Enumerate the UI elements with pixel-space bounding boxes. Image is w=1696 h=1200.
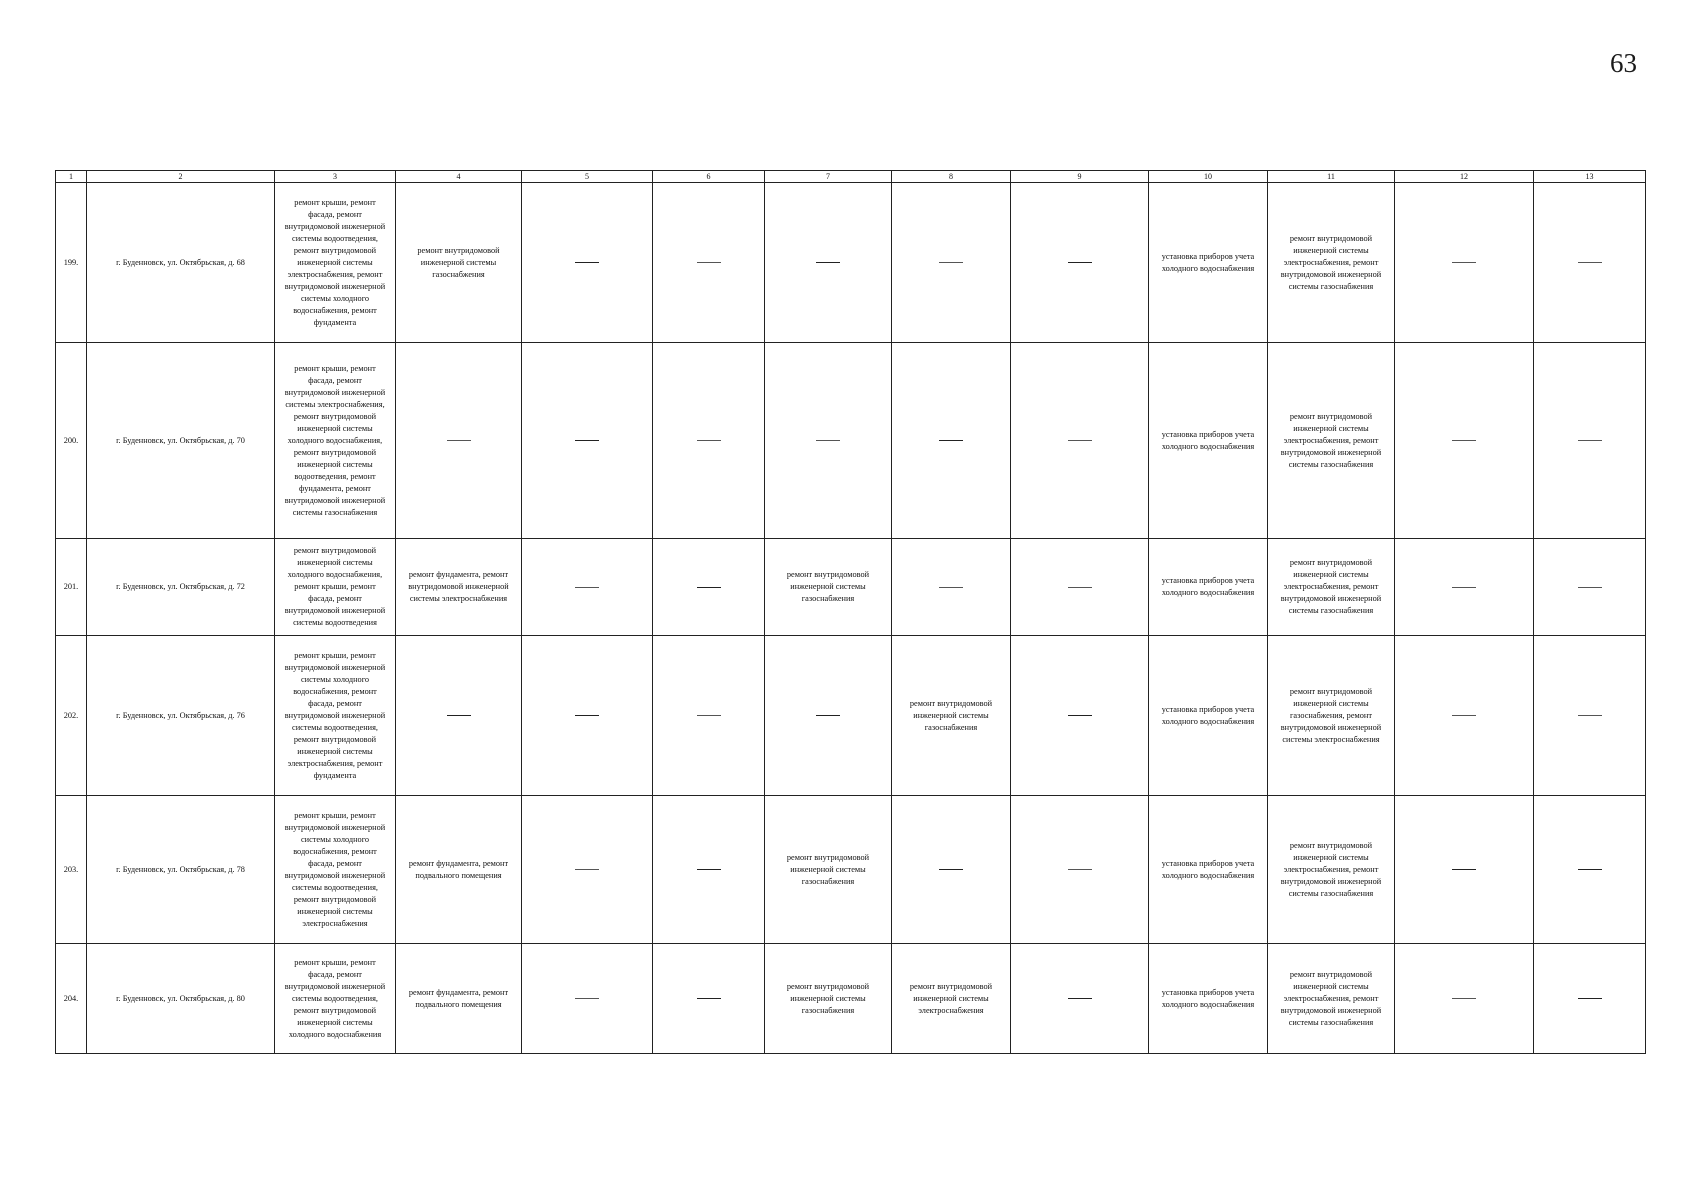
work-cell: установка приборов учета холодного водоснабжения: [1149, 796, 1268, 944]
dash-mark: [575, 262, 599, 263]
work-cell: ремонт внутридомовой инженерной системы газоснабжения: [765, 539, 892, 636]
dash-mark: [575, 998, 599, 999]
empty-cell: [522, 796, 653, 944]
empty-cell: [1011, 539, 1149, 636]
dash-mark: [697, 715, 721, 716]
dash-mark: [1068, 262, 1092, 263]
column-number: 13: [1534, 171, 1646, 183]
empty-cell: [522, 944, 653, 1054]
dash-mark: [1068, 869, 1092, 870]
row-number: 199.: [56, 183, 87, 343]
work-cell: ремонт внутридомовой инженерной системы электроснабжения, ремонт внутридомовой инженерной системы газоснабжения: [1268, 539, 1395, 636]
dash-mark: [939, 869, 963, 870]
row-number: 204.: [56, 944, 87, 1054]
dash-mark: [816, 715, 840, 716]
table-row: [56, 539, 1646, 636]
empty-cell: [522, 343, 653, 539]
empty-cell: [1011, 636, 1149, 796]
dash-mark: [697, 587, 721, 588]
work-cell: установка приборов учета холодного водоснабжения: [1149, 539, 1268, 636]
work-cell: ремонт фундамента, ремонт подвального помещения: [396, 944, 522, 1054]
dash-mark: [939, 587, 963, 588]
empty-cell: [892, 796, 1011, 944]
address-cell: г. Буденновск, ул. Октябрьская, д. 78: [87, 796, 275, 944]
work-cell: ремонт крыши, ремонт фасада, ремонт внутридомовой инженерной системы водоотведения, ремонт внутридомовой инженерной системы холодного водоснабжения: [275, 944, 396, 1054]
empty-cell: [1534, 539, 1646, 636]
empty-cell: [1011, 183, 1149, 343]
dash-mark: [447, 440, 471, 441]
table-row: [56, 944, 1646, 1054]
dash-mark: [1452, 587, 1476, 588]
address-cell: г. Буденновск, ул. Октябрьская, д. 70: [87, 343, 275, 539]
row-number: 200.: [56, 343, 87, 539]
dash-mark: [816, 262, 840, 263]
dash-mark: [939, 262, 963, 263]
empty-cell: [765, 636, 892, 796]
row-number: 202.: [56, 636, 87, 796]
dash-mark: [1452, 869, 1476, 870]
column-number: 12: [1395, 171, 1534, 183]
empty-cell: [653, 796, 765, 944]
empty-cell: [522, 183, 653, 343]
empty-cell: [653, 183, 765, 343]
empty-cell: [1534, 343, 1646, 539]
column-number: 5: [522, 171, 653, 183]
column-number: 10: [1149, 171, 1268, 183]
empty-cell: [522, 539, 653, 636]
empty-cell: [396, 636, 522, 796]
row-number: 201.: [56, 539, 87, 636]
empty-cell: [396, 343, 522, 539]
dash-mark: [1578, 262, 1602, 263]
work-cell: ремонт крыши, ремонт внутридомовой инженерной системы холодного водоснабжения, ремонт фасада, ремонт внутридомовой инженерной системы водоотведения, ремонт внутридомовой инженерной системы электроснабжения, ремонт фундамента: [275, 636, 396, 796]
empty-cell: [1395, 796, 1534, 944]
dash-mark: [1578, 587, 1602, 588]
empty-cell: [1395, 539, 1534, 636]
work-cell: ремонт внутридомовой инженерной системы электроснабжения, ремонт внутридомовой инженерной системы газоснабжения: [1268, 796, 1395, 944]
dash-mark: [697, 262, 721, 263]
empty-cell: [1534, 636, 1646, 796]
table-row: [56, 343, 1646, 539]
column-number: 1: [56, 171, 87, 183]
work-cell: ремонт внутридомовой инженерной системы электроснабжения, ремонт внутридомовой инженерной системы газоснабжения: [1268, 183, 1395, 343]
dash-mark: [1068, 587, 1092, 588]
dash-mark: [575, 715, 599, 716]
dash-mark: [1068, 998, 1092, 999]
empty-cell: [653, 944, 765, 1054]
address-cell: г. Буденновск, ул. Октябрьская, д. 72: [87, 539, 275, 636]
empty-cell: [1011, 796, 1149, 944]
dash-mark: [816, 440, 840, 441]
empty-cell: [892, 539, 1011, 636]
work-cell: установка приборов учета холодного водоснабжения: [1149, 343, 1268, 539]
work-cell: ремонт крыши, ремонт фасада, ремонт внутридомовой инженерной системы электроснабжения, ремонт внутридомовой инженерной системы холодного водоснабжения, ремонт внутридомовой инженерной системы водоотведения, ремонт фундамента, ремонт внутридомовой инженерной системы газоснабжения: [275, 343, 396, 539]
empty-cell: [892, 183, 1011, 343]
column-number-row: [56, 171, 1646, 183]
dash-mark: [575, 869, 599, 870]
work-cell: ремонт внутридомовой инженерной системы газоснабжения: [396, 183, 522, 343]
empty-cell: [1011, 944, 1149, 1054]
column-number: 7: [765, 171, 892, 183]
work-cell: ремонт фундамента, ремонт подвального помещения: [396, 796, 522, 944]
empty-cell: [1534, 183, 1646, 343]
dash-mark: [575, 587, 599, 588]
dash-mark: [697, 998, 721, 999]
dash-mark: [1452, 440, 1476, 441]
table-row: [56, 636, 1646, 796]
dash-mark: [1068, 715, 1092, 716]
empty-cell: [1534, 944, 1646, 1054]
table-row: [56, 183, 1646, 343]
empty-cell: [1395, 944, 1534, 1054]
dash-mark: [1578, 869, 1602, 870]
empty-cell: [765, 343, 892, 539]
column-number: 9: [1011, 171, 1149, 183]
column-number: 2: [87, 171, 275, 183]
empty-cell: [653, 539, 765, 636]
page-number: 63: [1610, 48, 1637, 78]
work-cell: ремонт фундамента, ремонт внутридомовой инженерной системы электроснабжения: [396, 539, 522, 636]
empty-cell: [653, 636, 765, 796]
column-number: 3: [275, 171, 396, 183]
empty-cell: [522, 636, 653, 796]
dash-mark: [939, 440, 963, 441]
dash-mark: [1578, 440, 1602, 441]
work-cell: ремонт внутридомовой инженерной системы газоснабжения: [765, 796, 892, 944]
dash-mark: [1578, 715, 1602, 716]
dash-mark: [1068, 440, 1092, 441]
work-cell: ремонт внутридомовой инженерной системы электроснабжения, ремонт внутридомовой инженерной системы газоснабжения: [1268, 944, 1395, 1054]
address-cell: г. Буденновск, ул. Октябрьская, д. 80: [87, 944, 275, 1054]
dash-mark: [1452, 998, 1476, 999]
dash-mark: [447, 715, 471, 716]
column-number: 4: [396, 171, 522, 183]
work-cell: ремонт внутридомовой инженерной системы электроснабжения: [892, 944, 1011, 1054]
dash-mark: [697, 440, 721, 441]
empty-cell: [1011, 343, 1149, 539]
empty-cell: [1395, 183, 1534, 343]
address-cell: г. Буденновск, ул. Октябрьская, д. 76: [87, 636, 275, 796]
empty-cell: [765, 183, 892, 343]
row-number: 203.: [56, 796, 87, 944]
repair-schedule-table: [55, 170, 1646, 1054]
dash-mark: [1452, 715, 1476, 716]
work-cell: ремонт внутридомовой инженерной системы газоснабжения: [765, 944, 892, 1054]
work-cell: ремонт внутридомовой инженерной системы электроснабжения, ремонт внутридомовой инженерной системы газоснабжения: [1268, 343, 1395, 539]
work-cell: ремонт крыши, ремонт внутридомовой инженерной системы холодного водоснабжения, ремонт фасада, ремонт внутридомовой инженерной системы водоотведения, ремонт внутридомовой инженерной системы электроснабжения: [275, 796, 396, 944]
column-number: 11: [1268, 171, 1395, 183]
empty-cell: [1395, 636, 1534, 796]
empty-cell: [892, 343, 1011, 539]
dash-mark: [697, 869, 721, 870]
dash-mark: [575, 440, 599, 441]
column-number: 6: [653, 171, 765, 183]
empty-cell: [1395, 343, 1534, 539]
work-cell: ремонт внутридомовой инженерной системы газоснабжения: [892, 636, 1011, 796]
work-cell: ремонт внутридомовой инженерной системы холодного водоснабжения, ремонт крыши, ремонт фасада, ремонт внутридомовой инженерной системы водоотведения: [275, 539, 396, 636]
dash-mark: [1452, 262, 1476, 263]
dash-mark: [1578, 998, 1602, 999]
work-cell: установка приборов учета холодного водоснабжения: [1149, 636, 1268, 796]
work-cell: ремонт крыши, ремонт фасада, ремонт внутридомовой инженерной системы водоотведения, ремонт внутридомовой инженерной системы электроснабжения, ремонт внутридомовой инженерной системы холодного водоснабжения, ремонт фундамента: [275, 183, 396, 343]
empty-cell: [1534, 796, 1646, 944]
empty-cell: [653, 343, 765, 539]
address-cell: г. Буденновск, ул. Октябрьская, д. 68: [87, 183, 275, 343]
work-cell: установка приборов учета холодного водоснабжения: [1149, 183, 1268, 343]
work-cell: установка приборов учета холодного водоснабжения: [1149, 944, 1268, 1054]
work-cell: ремонт внутридомовой инженерной системы газоснабжения, ремонт внутридомовой инженерной системы электроснабжения: [1268, 636, 1395, 796]
column-number: 8: [892, 171, 1011, 183]
table-row: [56, 796, 1646, 944]
